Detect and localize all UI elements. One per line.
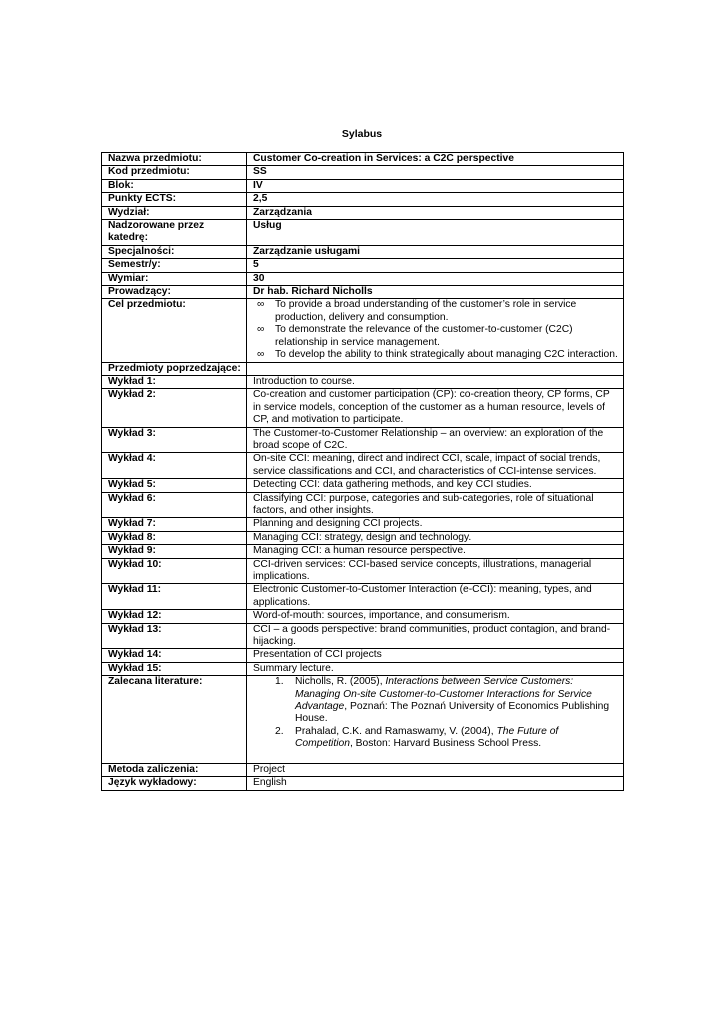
row-label: Punkty ECTS: bbox=[102, 193, 247, 206]
goals-list bbox=[253, 299, 618, 361]
lecture-row bbox=[102, 649, 624, 662]
row-value: Customer Co-creation in Services: a C2C perspective bbox=[247, 153, 624, 166]
goal-item bbox=[253, 349, 618, 361]
row-label: Specjalności: bbox=[102, 245, 247, 258]
goal-text: To provide a broad understanding of the customer’s role in service production, delivery and consumption. bbox=[275, 299, 577, 323]
lecture-row bbox=[102, 531, 624, 544]
info-row bbox=[102, 153, 624, 166]
row-value: Planning and designing CCI projects. bbox=[247, 518, 624, 531]
info-row bbox=[102, 166, 624, 179]
spacer bbox=[253, 751, 618, 763]
row-value: Word-of-mouth: sources, importance, and consumerism. bbox=[247, 610, 624, 623]
row-label: Cel przedmiotu: bbox=[102, 299, 247, 362]
row-value: Summary lecture. bbox=[247, 662, 624, 675]
row-label: Nazwa przedmiotu: bbox=[102, 153, 247, 166]
row-value: Dr hab. Richard Nicholls bbox=[247, 286, 624, 299]
footer-row bbox=[102, 763, 624, 776]
lecture-row bbox=[102, 610, 624, 623]
row-label: Wykład 1: bbox=[102, 375, 247, 388]
row-label: Wykład 8: bbox=[102, 531, 247, 544]
row-value: 5 bbox=[247, 259, 624, 272]
row-value: English bbox=[247, 777, 624, 790]
row-value: Zarządzania bbox=[247, 206, 624, 219]
row-value: Introduction to course. bbox=[247, 375, 624, 388]
row-label: Wydział: bbox=[102, 206, 247, 219]
row-label: Metoda zaliczenia: bbox=[102, 763, 247, 776]
info-row bbox=[102, 259, 624, 272]
literature-item bbox=[253, 726, 618, 751]
literature-row bbox=[102, 676, 624, 763]
row-value: Usług bbox=[247, 220, 624, 246]
row-label: Wykład 13: bbox=[102, 623, 247, 649]
row-label: Wykład 12: bbox=[102, 610, 247, 623]
row-value: Detecting CCI: data gathering methods, and key CCI studies. bbox=[247, 479, 624, 492]
lecture-row bbox=[102, 518, 624, 531]
row-label: Blok: bbox=[102, 179, 247, 192]
row-label: Wykład 11: bbox=[102, 584, 247, 610]
literature-author: Prahalad, C.K. and Ramaswamy, V. (2004), bbox=[295, 725, 497, 737]
row-label: Język wykładowy: bbox=[102, 777, 247, 790]
syllabus-table bbox=[101, 152, 624, 791]
lecture-row bbox=[102, 623, 624, 649]
footer-row bbox=[102, 777, 624, 790]
lecture-row bbox=[102, 479, 624, 492]
row-label: Prowadzący: bbox=[102, 286, 247, 299]
literature-publisher: , Boston: Harvard Business School Press. bbox=[349, 738, 542, 750]
lecture-row bbox=[102, 389, 624, 427]
row-label: Wymiar: bbox=[102, 272, 247, 285]
row-value: Classifying CCI: purpose, categories and sub-categories, role of situational factors, and other insights. bbox=[247, 492, 624, 518]
row-value: Electronic Customer-to-Customer Interaction (e-CCI): meaning, types, and applications. bbox=[247, 584, 624, 610]
row-label: Nadzorowane przez katedrę: bbox=[102, 220, 247, 246]
literature-publisher: , Poznań: The Poznań University of Economics Publishing House. bbox=[295, 701, 610, 725]
row-label: Semestr/y: bbox=[102, 259, 247, 272]
row-value: On-site CCI: meaning, direct and indirect CCI, scale, impact of social trends, service classifications and CCI, and characteristics of CCI-intense services. bbox=[247, 453, 624, 479]
lecture-row bbox=[102, 558, 624, 584]
literature-list-cell bbox=[247, 676, 624, 763]
row-label: Zalecana literature: bbox=[102, 676, 247, 763]
row-label: Przedmioty poprzedzające: bbox=[102, 362, 247, 375]
literature-list bbox=[253, 676, 618, 750]
page-title: Sylabus bbox=[341, 128, 383, 140]
literature-book-title: Interactions between Service Customers: Managing On-site Customer-to-Customer Interactions for Service Advantage bbox=[295, 676, 592, 713]
row-value: Presentation of CCI projects bbox=[247, 649, 624, 662]
literature-item bbox=[253, 676, 618, 726]
row-value: 30 bbox=[247, 272, 624, 285]
row-label: Wykład 4: bbox=[102, 453, 247, 479]
prerequisites-row bbox=[102, 362, 624, 375]
goals-row bbox=[102, 299, 624, 362]
infinity-bullet-icon: ∞ bbox=[257, 349, 265, 361]
infinity-bullet-icon: ∞ bbox=[257, 299, 265, 311]
row-label: Kod przedmiotu: bbox=[102, 166, 247, 179]
info-row bbox=[102, 245, 624, 258]
goal-text: To demonstrate the relevance of the customer-to-customer (C2C) relationship in service management. bbox=[275, 324, 573, 348]
literature-number: 1. bbox=[275, 676, 284, 688]
row-value: CCI-driven services: CCI-based service concepts, illustrations, managerial implications. bbox=[247, 558, 624, 584]
row-label: Wykład 14: bbox=[102, 649, 247, 662]
literature-number: 2. bbox=[275, 725, 284, 737]
goal-text: To develop the ability to think strategically about managing C2C interaction. bbox=[275, 349, 618, 361]
row-value: CCI – a goods perspective: brand communities, product contagion, and brand-hijacking. bbox=[247, 623, 624, 649]
lecture-row bbox=[102, 375, 624, 388]
goals-list-cell bbox=[247, 299, 624, 362]
row-label: Wykład 15: bbox=[102, 662, 247, 675]
lecture-row bbox=[102, 453, 624, 479]
row-label: Wykład 5: bbox=[102, 479, 247, 492]
row-label: Wykład 3: bbox=[102, 427, 247, 453]
row-value bbox=[247, 362, 624, 375]
literature-book-title: The Future of Competition bbox=[295, 725, 559, 750]
goal-item bbox=[253, 324, 618, 349]
info-row bbox=[102, 220, 624, 246]
lecture-row bbox=[102, 662, 624, 675]
literature-author: Nicholls, R. (2005), bbox=[295, 676, 386, 688]
row-value: Project bbox=[247, 763, 624, 776]
lecture-row bbox=[102, 584, 624, 610]
row-label: Wykład 10: bbox=[102, 558, 247, 584]
info-row bbox=[102, 286, 624, 299]
row-label: Wykład 6: bbox=[102, 492, 247, 518]
info-row bbox=[102, 272, 624, 285]
info-row bbox=[102, 206, 624, 219]
info-row bbox=[102, 193, 624, 206]
lecture-row bbox=[102, 545, 624, 558]
lecture-row bbox=[102, 427, 624, 453]
row-value: SS bbox=[247, 166, 624, 179]
row-value: The Customer-to-Customer Relationship – an overview: an exploration of the broad scope of C2C. bbox=[247, 427, 624, 453]
goal-item bbox=[253, 299, 618, 324]
infinity-bullet-icon: ∞ bbox=[257, 324, 265, 336]
row-label: Wykład 9: bbox=[102, 545, 247, 558]
row-value: Managing CCI: a human resource perspective. bbox=[247, 545, 624, 558]
lecture-row bbox=[102, 492, 624, 518]
row-value: Co-creation and customer participation (CP): co-creation theory, CP forms, CP in service models, conception of the customer as a human resource, levels of CP, and motivation to participate. bbox=[247, 389, 624, 427]
row-value: IV bbox=[247, 179, 624, 192]
row-value: 2,5 bbox=[247, 193, 624, 206]
row-label: Wykład 7: bbox=[102, 518, 247, 531]
row-value: Managing CCI: strategy, design and technology. bbox=[247, 531, 624, 544]
row-value: Zarządzanie usługami bbox=[247, 245, 624, 258]
info-row bbox=[102, 179, 624, 192]
row-label: Wykład 2: bbox=[102, 389, 247, 427]
